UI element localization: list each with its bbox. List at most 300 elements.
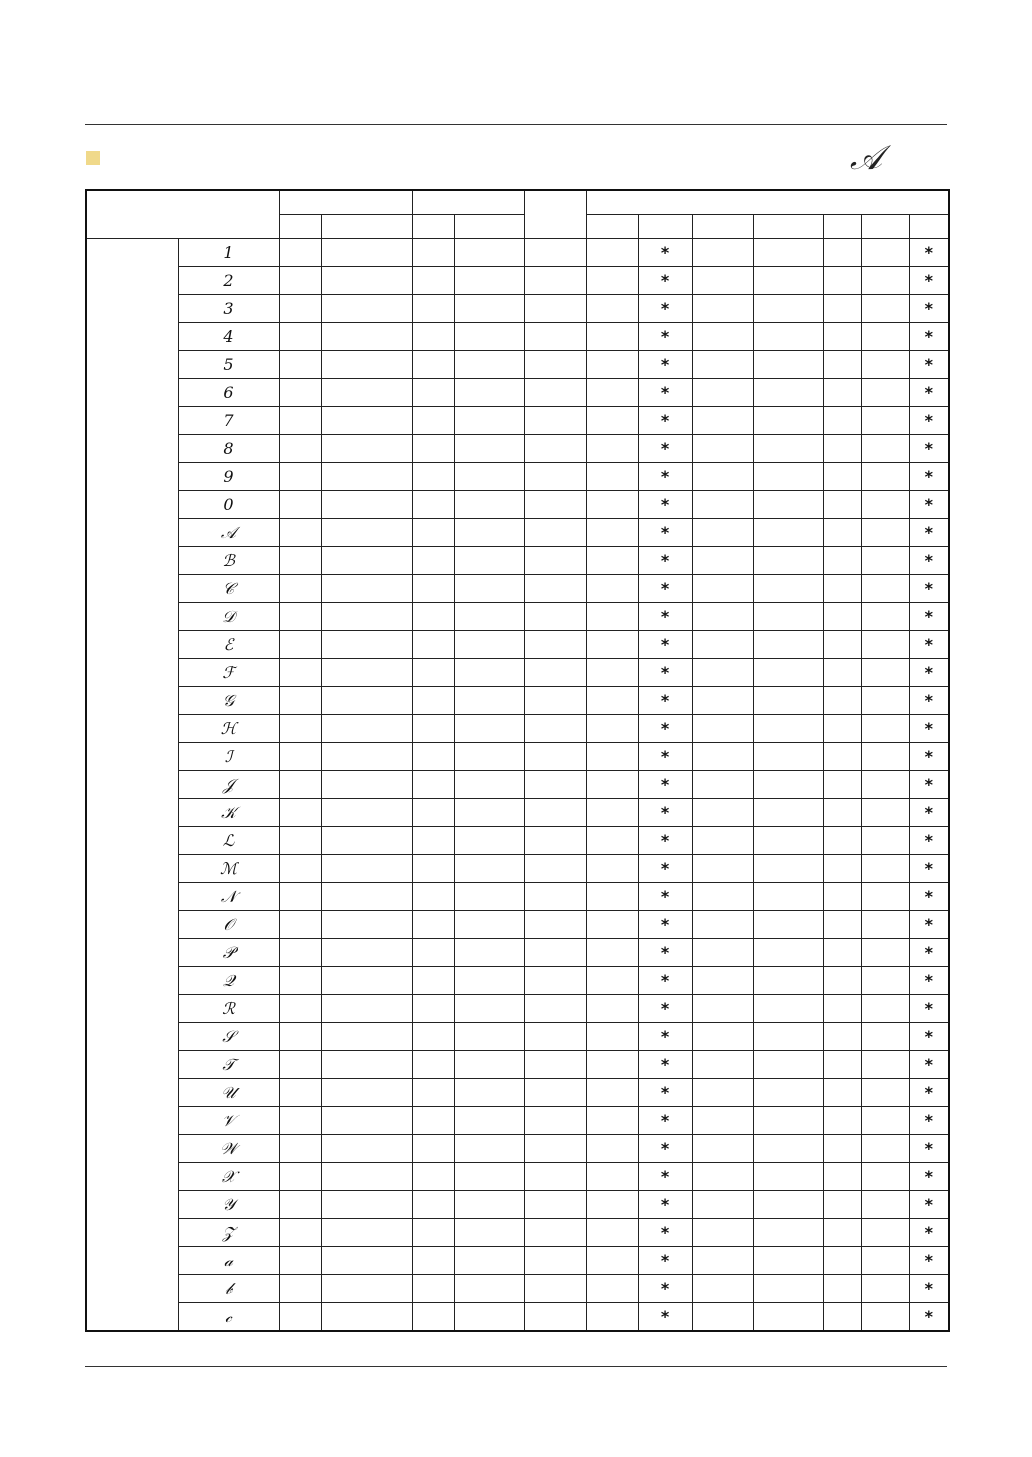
- empty-cell: [823, 631, 861, 659]
- subheader-cell: [321, 215, 412, 239]
- empty-cell: [412, 1079, 454, 1107]
- empty-cell: [753, 1191, 823, 1219]
- empty-cell: [279, 351, 321, 379]
- empty-cell: [692, 659, 753, 687]
- empty-cell: [586, 799, 638, 827]
- mark-cell: *: [909, 1051, 949, 1079]
- empty-cell: [524, 1079, 586, 1107]
- mark-cell: *: [638, 1079, 692, 1107]
- empty-cell: [586, 855, 638, 883]
- character-cell: 𝒷: [178, 1275, 279, 1303]
- mark-cell: *: [909, 295, 949, 323]
- empty-cell: [753, 323, 823, 351]
- empty-cell: [279, 463, 321, 491]
- empty-cell: [586, 967, 638, 995]
- empty-cell: [412, 379, 454, 407]
- empty-cell: [454, 1079, 524, 1107]
- mark-cell: *: [909, 687, 949, 715]
- table-row: [86, 939, 949, 967]
- empty-cell: [753, 491, 823, 519]
- character-cell: 𝒳: [178, 1163, 279, 1191]
- empty-cell: [524, 295, 586, 323]
- empty-cell: [454, 239, 524, 267]
- empty-cell: [321, 715, 412, 743]
- empty-cell: [861, 435, 909, 463]
- empty-cell: [861, 1247, 909, 1275]
- empty-cell: [454, 351, 524, 379]
- empty-cell: [823, 1107, 861, 1135]
- empty-cell: [692, 631, 753, 659]
- empty-cell: [823, 1219, 861, 1247]
- empty-cell: [321, 1135, 412, 1163]
- table-row: [86, 855, 949, 883]
- empty-cell: [753, 631, 823, 659]
- empty-cell: [861, 939, 909, 967]
- empty-cell: [586, 1275, 638, 1303]
- mark-cell: *: [909, 323, 949, 351]
- subheader-cell: [412, 215, 454, 239]
- empty-cell: [412, 547, 454, 575]
- empty-cell: [823, 435, 861, 463]
- empty-cell: [454, 575, 524, 603]
- empty-cell: [412, 799, 454, 827]
- table-row: [86, 1107, 949, 1135]
- empty-cell: [692, 1191, 753, 1219]
- empty-cell: [692, 463, 753, 491]
- empty-cell: [753, 463, 823, 491]
- table-row: [86, 575, 949, 603]
- empty-cell: [753, 827, 823, 855]
- empty-cell: [321, 855, 412, 883]
- empty-cell: [823, 1303, 861, 1332]
- empty-cell: [412, 1219, 454, 1247]
- empty-cell: [279, 855, 321, 883]
- empty-cell: [753, 1219, 823, 1247]
- empty-cell: [586, 1135, 638, 1163]
- empty-cell: [454, 603, 524, 631]
- mark-cell: *: [909, 771, 949, 799]
- mark-cell: *: [638, 463, 692, 491]
- character-cell: 4: [178, 323, 279, 351]
- empty-cell: [454, 435, 524, 463]
- empty-cell: [454, 1275, 524, 1303]
- mark-cell: *: [909, 351, 949, 379]
- mark-cell: *: [638, 547, 692, 575]
- empty-cell: [861, 1275, 909, 1303]
- empty-cell: [753, 743, 823, 771]
- mark-cell: *: [909, 1107, 949, 1135]
- empty-cell: [279, 771, 321, 799]
- empty-cell: [692, 1219, 753, 1247]
- empty-cell: [692, 547, 753, 575]
- empty-cell: [412, 407, 454, 435]
- empty-cell: [412, 827, 454, 855]
- table-row: [86, 463, 949, 491]
- empty-cell: [823, 883, 861, 911]
- empty-cell: [861, 631, 909, 659]
- empty-cell: [412, 1247, 454, 1275]
- empty-cell: [753, 995, 823, 1023]
- empty-cell: [454, 631, 524, 659]
- mark-cell: *: [909, 939, 949, 967]
- mark-cell: *: [638, 1135, 692, 1163]
- empty-cell: [823, 295, 861, 323]
- empty-cell: [454, 883, 524, 911]
- character-cell: 𝒶: [178, 1247, 279, 1275]
- character-cell: 𝒪: [178, 911, 279, 939]
- empty-cell: [586, 435, 638, 463]
- empty-cell: [279, 491, 321, 519]
- empty-cell: [412, 323, 454, 351]
- empty-cell: [861, 1051, 909, 1079]
- empty-cell: [753, 687, 823, 715]
- mark-cell: *: [638, 631, 692, 659]
- empty-cell: [524, 855, 586, 883]
- mark-cell: *: [638, 687, 692, 715]
- empty-cell: [692, 407, 753, 435]
- empty-cell: [321, 351, 412, 379]
- empty-cell: [412, 659, 454, 687]
- empty-cell: [823, 799, 861, 827]
- character-cell: 𝒮: [178, 1023, 279, 1051]
- empty-cell: [823, 1051, 861, 1079]
- empty-cell: [524, 1303, 586, 1332]
- empty-cell: [692, 967, 753, 995]
- empty-cell: [861, 855, 909, 883]
- character-cell: 𝒞: [178, 575, 279, 603]
- empty-cell: [753, 967, 823, 995]
- empty-cell: [279, 687, 321, 715]
- empty-cell: [524, 379, 586, 407]
- empty-cell: [823, 967, 861, 995]
- empty-cell: [279, 547, 321, 575]
- empty-cell: [861, 239, 909, 267]
- empty-cell: [823, 575, 861, 603]
- character-cell: 𝒰: [178, 1079, 279, 1107]
- mark-cell: *: [638, 239, 692, 267]
- mark-cell: *: [909, 743, 949, 771]
- subheader-cell: [454, 215, 524, 239]
- empty-cell: [524, 267, 586, 295]
- mark-cell: *: [638, 659, 692, 687]
- mark-cell: *: [638, 1303, 692, 1332]
- mark-cell: *: [638, 771, 692, 799]
- character-cell: 0: [178, 491, 279, 519]
- character-cell: 𝒴: [178, 1191, 279, 1219]
- subheader-cell: [586, 215, 638, 239]
- empty-cell: [753, 1079, 823, 1107]
- table-row: [86, 715, 949, 743]
- table-row: [86, 883, 949, 911]
- empty-cell: [692, 1303, 753, 1332]
- table-row: [86, 743, 949, 771]
- empty-cell: [279, 827, 321, 855]
- table-row: [86, 911, 949, 939]
- empty-cell: [454, 1051, 524, 1079]
- empty-cell: [586, 463, 638, 491]
- empty-cell: [586, 1051, 638, 1079]
- subheader-cell: [909, 215, 949, 239]
- empty-cell: [861, 883, 909, 911]
- empty-cell: [524, 967, 586, 995]
- empty-cell: [753, 883, 823, 911]
- empty-cell: [454, 771, 524, 799]
- mark-cell: *: [638, 1247, 692, 1275]
- empty-cell: [279, 1163, 321, 1191]
- empty-cell: [454, 855, 524, 883]
- empty-cell: [454, 491, 524, 519]
- empty-cell: [861, 1219, 909, 1247]
- empty-cell: [321, 1247, 412, 1275]
- empty-cell: [692, 1135, 753, 1163]
- empty-cell: [524, 799, 586, 827]
- empty-cell: [279, 519, 321, 547]
- empty-cell: [692, 323, 753, 351]
- empty-cell: [753, 547, 823, 575]
- empty-cell: [861, 659, 909, 687]
- empty-cell: [692, 939, 753, 967]
- table-row: [86, 631, 949, 659]
- character-cell: 𝒢: [178, 687, 279, 715]
- empty-cell: [321, 687, 412, 715]
- mark-cell: *: [638, 855, 692, 883]
- empty-cell: [321, 575, 412, 603]
- empty-cell: [861, 995, 909, 1023]
- empty-cell: [321, 295, 412, 323]
- empty-cell: [861, 1303, 909, 1332]
- empty-cell: [279, 603, 321, 631]
- empty-cell: [692, 799, 753, 827]
- empty-cell: [412, 603, 454, 631]
- table-row: [86, 351, 949, 379]
- empty-cell: [321, 491, 412, 519]
- empty-cell: [753, 1163, 823, 1191]
- empty-cell: [279, 575, 321, 603]
- empty-cell: [524, 603, 586, 631]
- empty-cell: [524, 995, 586, 1023]
- empty-cell: [692, 883, 753, 911]
- empty-cell: [692, 379, 753, 407]
- character-cell: ℛ: [178, 995, 279, 1023]
- empty-cell: [279, 1079, 321, 1107]
- mark-cell: *: [638, 379, 692, 407]
- empty-cell: [279, 239, 321, 267]
- mark-cell: *: [909, 435, 949, 463]
- empty-cell: [861, 267, 909, 295]
- empty-cell: [753, 519, 823, 547]
- empty-cell: [524, 1023, 586, 1051]
- section-marker-square: [86, 151, 100, 165]
- empty-cell: [586, 1079, 638, 1107]
- mark-cell: *: [909, 519, 949, 547]
- empty-cell: [321, 519, 412, 547]
- empty-cell: [692, 911, 753, 939]
- empty-cell: [412, 743, 454, 771]
- mark-cell: *: [909, 827, 949, 855]
- mark-cell: *: [638, 911, 692, 939]
- mark-cell: *: [638, 967, 692, 995]
- table-row: [86, 1191, 949, 1219]
- empty-cell: [586, 267, 638, 295]
- empty-cell: [753, 295, 823, 323]
- empty-cell: [279, 995, 321, 1023]
- empty-cell: [692, 687, 753, 715]
- mark-cell: *: [909, 659, 949, 687]
- empty-cell: [861, 407, 909, 435]
- mark-cell: *: [909, 267, 949, 295]
- empty-cell: [321, 967, 412, 995]
- empty-cell: [412, 631, 454, 659]
- empty-cell: [524, 659, 586, 687]
- empty-cell: [524, 1107, 586, 1135]
- empty-cell: [861, 1023, 909, 1051]
- empty-cell: [823, 687, 861, 715]
- character-cell: 𝒱: [178, 1107, 279, 1135]
- mark-cell: *: [638, 1275, 692, 1303]
- empty-cell: [524, 883, 586, 911]
- table-row: [86, 379, 949, 407]
- table-row: [86, 1163, 949, 1191]
- empty-cell: [321, 827, 412, 855]
- empty-cell: [524, 547, 586, 575]
- empty-cell: [753, 855, 823, 883]
- empty-cell: [321, 1163, 412, 1191]
- sample-glyph: 𝒜: [849, 138, 883, 178]
- empty-cell: [861, 1191, 909, 1219]
- empty-cell: [753, 799, 823, 827]
- empty-cell: [321, 1219, 412, 1247]
- empty-cell: [753, 351, 823, 379]
- header-group-3: [586, 190, 949, 215]
- character-cell: 𝒥: [178, 771, 279, 799]
- empty-cell: [586, 1107, 638, 1135]
- character-cell: 1: [178, 239, 279, 267]
- empty-cell: [524, 939, 586, 967]
- empty-cell: [412, 575, 454, 603]
- empty-cell: [753, 715, 823, 743]
- empty-cell: [454, 799, 524, 827]
- mark-cell: *: [638, 995, 692, 1023]
- empty-cell: [692, 771, 753, 799]
- empty-cell: [279, 1107, 321, 1135]
- character-cell: 𝒩: [178, 883, 279, 911]
- empty-cell: [692, 1247, 753, 1275]
- empty-cell: [279, 631, 321, 659]
- empty-cell: [412, 1135, 454, 1163]
- empty-cell: [823, 1275, 861, 1303]
- mark-cell: *: [909, 631, 949, 659]
- subheader-cell: [861, 215, 909, 239]
- empty-cell: [454, 267, 524, 295]
- empty-cell: [692, 295, 753, 323]
- empty-cell: [454, 1135, 524, 1163]
- empty-cell: [861, 547, 909, 575]
- empty-cell: [321, 1191, 412, 1219]
- empty-cell: [279, 407, 321, 435]
- empty-cell: [279, 799, 321, 827]
- empty-cell: [823, 379, 861, 407]
- mark-cell: *: [909, 1135, 949, 1163]
- table-row: [86, 295, 949, 323]
- empty-cell: [753, 659, 823, 687]
- table-row: [86, 1079, 949, 1107]
- empty-cell: [454, 547, 524, 575]
- character-cell: 𝒬: [178, 967, 279, 995]
- empty-cell: [454, 967, 524, 995]
- empty-cell: [454, 1247, 524, 1275]
- empty-cell: [321, 1303, 412, 1332]
- table-row: [86, 995, 949, 1023]
- empty-cell: [586, 547, 638, 575]
- empty-cell: [586, 687, 638, 715]
- empty-cell: [823, 519, 861, 547]
- table-row: [86, 827, 949, 855]
- empty-cell: [586, 519, 638, 547]
- mark-cell: *: [638, 491, 692, 519]
- character-cell: 𝒵: [178, 1219, 279, 1247]
- table-row: [86, 967, 949, 995]
- character-cell: 𝒯: [178, 1051, 279, 1079]
- mark-cell: *: [638, 351, 692, 379]
- empty-cell: [412, 855, 454, 883]
- empty-cell: [753, 1051, 823, 1079]
- empty-cell: [524, 687, 586, 715]
- table-row: [86, 267, 949, 295]
- empty-cell: [454, 1219, 524, 1247]
- empty-cell: [321, 995, 412, 1023]
- empty-cell: [412, 267, 454, 295]
- empty-cell: [861, 715, 909, 743]
- table-row: [86, 659, 949, 687]
- empty-cell: [823, 911, 861, 939]
- empty-cell: [412, 911, 454, 939]
- empty-cell: [412, 1191, 454, 1219]
- mark-cell: *: [909, 715, 949, 743]
- empty-cell: [692, 855, 753, 883]
- empty-cell: [279, 1219, 321, 1247]
- mark-cell: *: [638, 883, 692, 911]
- empty-cell: [279, 1303, 321, 1332]
- table-row: [86, 323, 949, 351]
- empty-cell: [279, 911, 321, 939]
- empty-cell: [454, 1023, 524, 1051]
- empty-cell: [524, 407, 586, 435]
- empty-cell: [279, 939, 321, 967]
- character-cell: 𝒫: [178, 939, 279, 967]
- empty-cell: [279, 1247, 321, 1275]
- empty-cell: [454, 911, 524, 939]
- empty-cell: [861, 799, 909, 827]
- empty-cell: [823, 1163, 861, 1191]
- mark-cell: *: [909, 407, 949, 435]
- mark-cell: *: [638, 827, 692, 855]
- empty-cell: [321, 603, 412, 631]
- empty-cell: [321, 1079, 412, 1107]
- empty-cell: [753, 1107, 823, 1135]
- empty-cell: [412, 491, 454, 519]
- empty-cell: [412, 715, 454, 743]
- empty-cell: [692, 491, 753, 519]
- empty-cell: [321, 435, 412, 463]
- empty-cell: [412, 995, 454, 1023]
- empty-cell: [823, 239, 861, 267]
- empty-cell: [454, 659, 524, 687]
- empty-cell: [823, 463, 861, 491]
- empty-cell: [321, 323, 412, 351]
- empty-cell: [321, 631, 412, 659]
- empty-cell: [861, 687, 909, 715]
- empty-cell: [524, 463, 586, 491]
